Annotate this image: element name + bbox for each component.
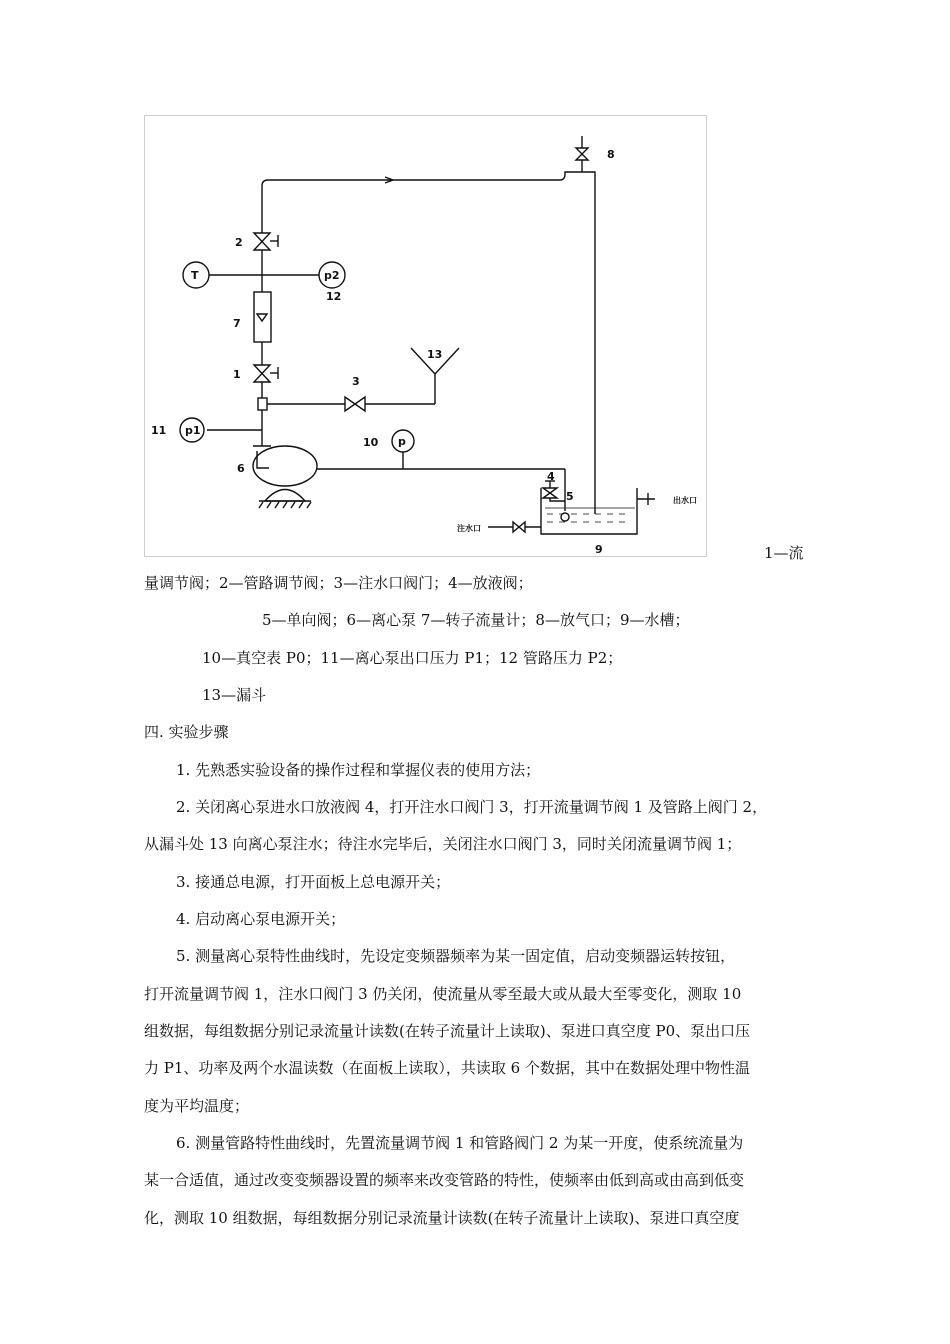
- label-inlet: 注水口: [457, 524, 481, 533]
- valve-4: [543, 488, 557, 498]
- label-10: 10: [363, 436, 379, 449]
- caption-line-5: 13—漏斗: [202, 686, 267, 704]
- step-line: 3. 接通总电源，打开面板上总电源开关；: [176, 873, 451, 891]
- step-line: 组数据，每组数据分别记录流量计读数(在转子流量计上读取)、泵进口真空度 P0、泵出口压: [144, 1022, 751, 1040]
- step-line: 6. 测量管路特性曲线时，先置流量调节阀 1 和管路阀门 2 为某一开度，使系统流量为: [176, 1134, 744, 1152]
- step-line: 度为平均温度；: [144, 1097, 250, 1115]
- valve-3: [345, 397, 365, 411]
- step-line: 某一合适值，通过改变变频器设置的频率来改变管路的特性，使频率由低到高或由高到低变: [144, 1171, 745, 1189]
- label-8: 8: [607, 148, 615, 161]
- label-p: p: [398, 435, 406, 448]
- water-tank: [541, 488, 637, 534]
- label-p1: p1: [185, 424, 201, 437]
- label-p2: p2: [324, 269, 340, 282]
- valve-2: [254, 233, 270, 250]
- vent-valve-8: [576, 136, 588, 172]
- label-temp: T: [191, 269, 199, 282]
- inlet-valve: [513, 522, 525, 532]
- apparatus-diagram: [144, 115, 707, 557]
- step-line: 打开流量调节阀 1，注水口阀门 3 仍关闭，使流量从零至最大或从最大至零变化，测取 10: [144, 985, 742, 1003]
- centrifugal-pump: [253, 446, 317, 486]
- label-13: 13: [427, 348, 443, 361]
- caption-line-2: 量调节阀；2—管路调节阀；3—注水口阀门；4—放液阀；: [144, 574, 533, 592]
- step-line: 4. 启动离心泵电源开关；: [176, 910, 346, 928]
- caption-line-4: 10—真空表 P0；11—离心泵出口压力 P1；12 管路压力 P2；: [202, 649, 623, 667]
- caption-line-3: 5—单向阀；6—离心泵 7—转子流量计；8—放气口；9—水槽；: [262, 611, 690, 629]
- step-line: 化，测取 10 组数据，每组数据分别记录流量计读数(在转子流量计上读取)、泵进口真空度: [144, 1209, 740, 1227]
- label-4: 4: [547, 470, 555, 483]
- apparatus-schematic: [145, 116, 708, 558]
- step-line: 5. 测量离心泵特性曲线时，先设定变频器频率为某一固定值，启动变频器运转按钮，: [176, 947, 736, 965]
- check-valve: [561, 513, 569, 521]
- step-line: 从漏斗处 13 向离心泵注水；待注水完毕后，关闭注水口阀门 3，同时关闭流量调节阀 1；: [144, 835, 742, 853]
- label-11: 11: [151, 424, 167, 437]
- caption-line-1: 1—流: [764, 544, 804, 562]
- label-12: 12: [326, 290, 342, 303]
- pump-base: [265, 490, 305, 502]
- tee-fitting: [258, 398, 267, 410]
- label-7: 7: [233, 317, 241, 330]
- label-valve-2: 2: [235, 236, 243, 249]
- label-5: 5: [566, 490, 574, 503]
- label-6: 6: [237, 462, 245, 475]
- label-outlet: 出水口: [673, 496, 697, 505]
- section-title: 四. 实验步骤: [144, 723, 229, 741]
- step-line: 2. 关闭离心泵进水口放液阀 4，打开注水口阀门 3，打开流量调节阀 1 及管路上阀门 2，: [176, 798, 768, 816]
- step-line: 1. 先熟悉实验设备的操作过程和掌握仪表的使用方法；: [176, 761, 541, 779]
- step-line: 力 P1、功率及两个水温读数（在面板上读取），共读取 6 个数据，其中在数据处理中物性温: [144, 1059, 750, 1077]
- label-3: 3: [352, 375, 360, 388]
- label-1: 1: [233, 368, 241, 381]
- valve-1: [254, 365, 270, 382]
- label-9: 9: [595, 543, 603, 556]
